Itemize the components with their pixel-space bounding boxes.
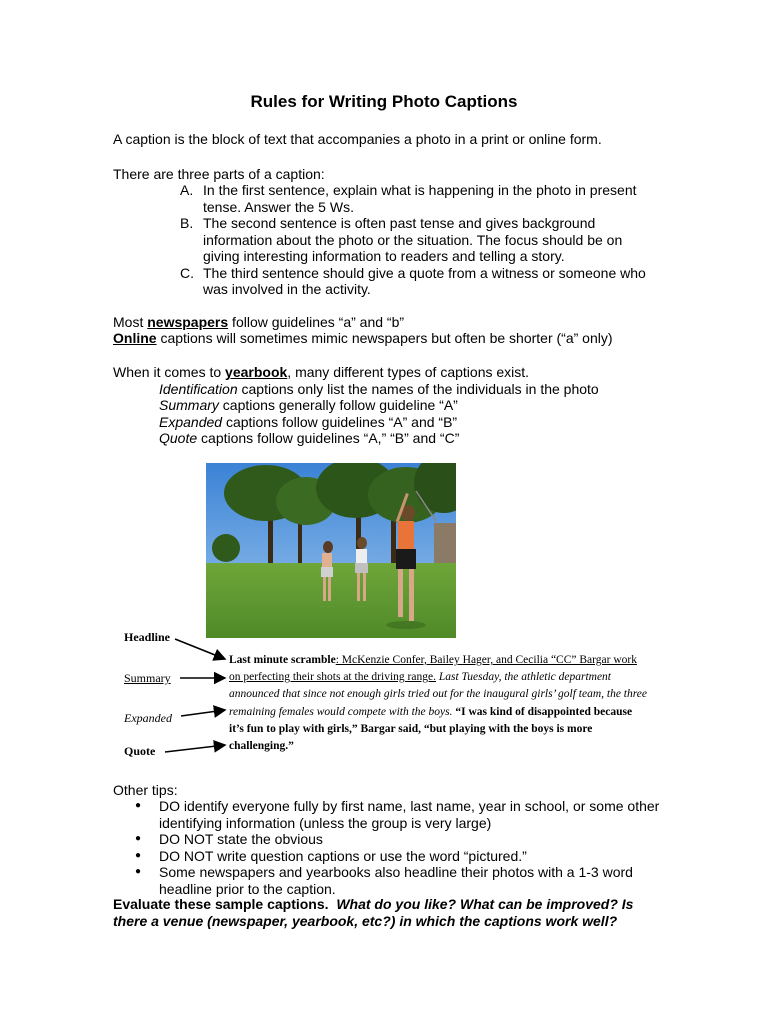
label-quote: Quote <box>124 744 156 758</box>
label-expanded: Expanded <box>124 711 172 725</box>
caption-type-text: captions only list the names of the individuals in the photo <box>237 381 599 397</box>
page-title: Rules for Writing Photo Captions <box>250 92 518 111</box>
golf-photo <box>206 463 456 638</box>
list-item <box>135 831 665 848</box>
newspapers-line <box>113 314 673 331</box>
bullet-icon: ● <box>135 849 142 861</box>
bullet-icon: ● <box>135 866 142 877</box>
tip-text: DO NOT write question captions or use the word “pictured.” <box>159 847 527 864</box>
list-marker: C. <box>180 264 194 281</box>
quote-arrow <box>165 745 225 752</box>
tips-list <box>135 798 665 897</box>
list-item <box>180 265 650 298</box>
list-item <box>180 215 650 265</box>
caption-type-name: Summary <box>159 397 219 413</box>
evaluate-questions: What do you like? What can be improved? Is there a venue (newspaper, yearbook, etc?) in which the captions work well? <box>113 896 634 929</box>
label-summary: Summary <box>124 671 171 685</box>
list-item-text: The third sentence should give a quote from a witness or someone who was involved in the activity. <box>203 264 646 297</box>
online-keyword: Online <box>113 330 157 346</box>
expanded-arrow <box>181 710 225 716</box>
caption-type-text: captions follow guidelines “A,” “B” and “C” <box>197 430 460 446</box>
caption-type-expanded <box>159 414 679 431</box>
caption-type-identification <box>159 381 679 398</box>
caption-type-name: Expanded <box>159 414 223 430</box>
list-marker: B. <box>180 215 194 231</box>
caption-type-name: Quote <box>159 430 198 446</box>
newspapers-suffix: follow guidelines “a” and “b” <box>228 314 405 330</box>
list-item-text: In the first sentence, explain what is happening in the photo in present tense. Answer the 5 Ws. <box>203 182 637 215</box>
sample-caption-text <box>229 652 649 755</box>
list-item <box>135 848 665 865</box>
caption-quote: “I was kind of disappointed because it’s fun to play with girls,” Bargar said, “but playing with the boys is more challenging.” <box>229 705 633 753</box>
label-headline: Headline <box>124 630 171 644</box>
list-item-text: The second sentence is often past tense and gives background information about the photo or the situation. The focus should be on giving interesting information to readers and telling a story. <box>203 215 623 264</box>
yearbook-line <box>113 364 673 381</box>
parts-intro: There are three parts of a caption: <box>113 166 325 182</box>
newspapers-keyword: newspapers <box>147 314 229 330</box>
bullet-icon: ● <box>135 800 142 811</box>
list-item <box>180 182 650 215</box>
newspapers-prefix: Most <box>113 314 148 330</box>
sample-caption-diagram <box>115 624 648 760</box>
tip-text: DO NOT state the obvious <box>159 831 323 847</box>
caption-type-text: captions generally follow guideline “A” <box>218 397 458 413</box>
golf-photo-image <box>206 463 456 638</box>
online-line <box>113 330 673 347</box>
yearbook-keyword: yearbook <box>225 364 288 380</box>
tips-title: Other tips: <box>113 782 178 798</box>
caption-type-quote <box>159 430 679 447</box>
caption-expanded: Last Tuesday, the athletic department announced that since not enough girls tried out for the inaugural girls’ golf team, the three remaining females would compete with the boys. <box>229 671 648 718</box>
list-marker: A. <box>180 182 194 198</box>
list-item <box>135 798 665 831</box>
caption-parts-list <box>180 182 650 298</box>
evaluate-bold: Evaluate these sample captions. <box>113 896 329 912</box>
bullet-icon: ● <box>135 833 142 844</box>
yearbook-prefix: When it comes to <box>113 364 226 380</box>
caption-summary: : McKenzie Confer, Bailey Hager, and Cecilia “CC” Bargar work on perfecting their shots at the driving range. <box>229 654 637 684</box>
caption-type-summary <box>159 397 679 414</box>
online-suffix: captions will sometimes mimic newspapers but often be shorter (“a” only) <box>156 330 613 346</box>
intro-paragraph: A caption is the block of text that accompanies a photo in a print or online form. <box>113 131 602 147</box>
yearbook-suffix: , many different types of captions exist. <box>287 364 530 380</box>
tip-text: Some newspapers and yearbooks also headline their photos with a 1-3 word headline prior to the caption. <box>159 864 633 897</box>
tip-text: DO identify everyone fully by first name, last name, year in school, or some other identifying information (unless the group is very large) <box>159 798 660 831</box>
caption-type-name: Identification <box>159 381 238 397</box>
caption-headline: Last minute scramble <box>229 654 336 666</box>
list-item <box>135 864 665 897</box>
evaluate-prompt <box>113 896 653 929</box>
headline-arrow <box>175 639 225 659</box>
caption-type-text: captions follow guidelines “A” and “B” <box>222 414 458 430</box>
